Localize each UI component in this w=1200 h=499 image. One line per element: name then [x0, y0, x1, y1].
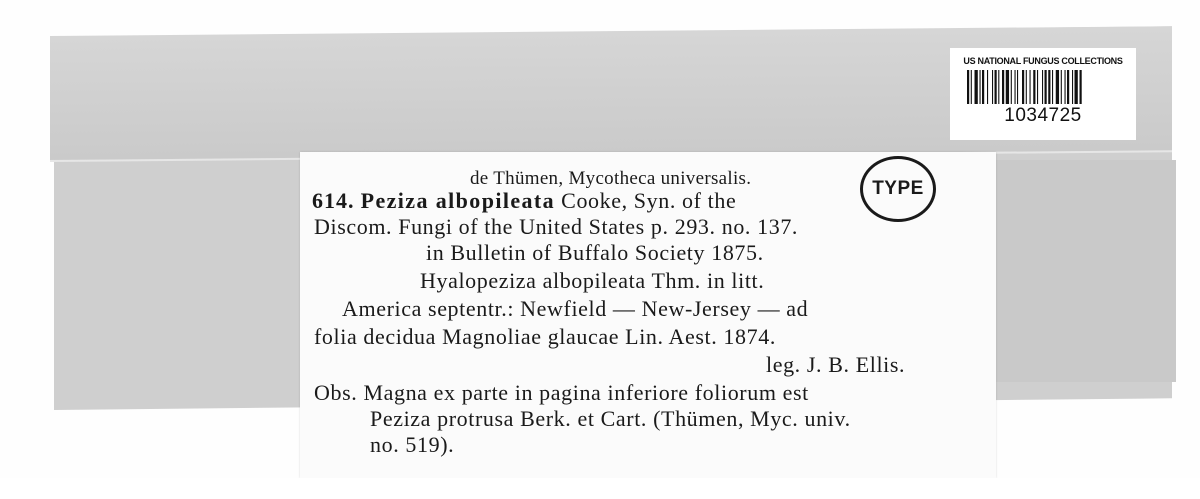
exsiccata-series: de Thümen, Mycotheca universalis. — [470, 168, 752, 189]
locality-line-2: folia decidua Magnoliae glaucae Lin. Aest. 1874. — [314, 324, 776, 349]
specimen-label — [300, 152, 996, 478]
barcode-label — [950, 48, 1136, 140]
locality-line-1: America septentr.: Newfield — New-Jersey — ad — [342, 296, 809, 321]
taxon-title-line — [312, 188, 736, 214]
observation-line-3: no. 519). — [370, 432, 455, 457]
barcode-number: 1034725 — [1004, 105, 1082, 126]
background-strip — [0, 478, 1200, 499]
collector-line: leg. J. B. Ellis. — [766, 352, 906, 377]
taxon-name: Peziza albopileata — [360, 188, 556, 213]
barcode-collection-name: US NATIONAL FUNGUS COLLECTIONS — [963, 56, 1123, 66]
specimen-number: 614. — [312, 188, 355, 213]
observation-line-2: Peziza protrusa Berk. et Cart. (Thümen, Myc. univ. — [370, 406, 851, 431]
barcode-icon — [965, 70, 1121, 104]
reference-line-2: Discom. Fungi of the United States p. 293. no. 137. — [314, 214, 799, 239]
synonym-line: Hyalopeziza albopileata Thm. in litt. — [420, 268, 765, 293]
type-stamp: TYPE — [860, 156, 936, 222]
reference-line-3: in Bulletin of Buffalo Society 1875. — [426, 240, 764, 265]
packet-edge — [992, 160, 1176, 382]
observation-line-1: Obs. Magna ex parte in pagina inferiore foliorum est — [314, 380, 809, 405]
author-reference: Cooke, Syn. of the — [561, 188, 737, 213]
